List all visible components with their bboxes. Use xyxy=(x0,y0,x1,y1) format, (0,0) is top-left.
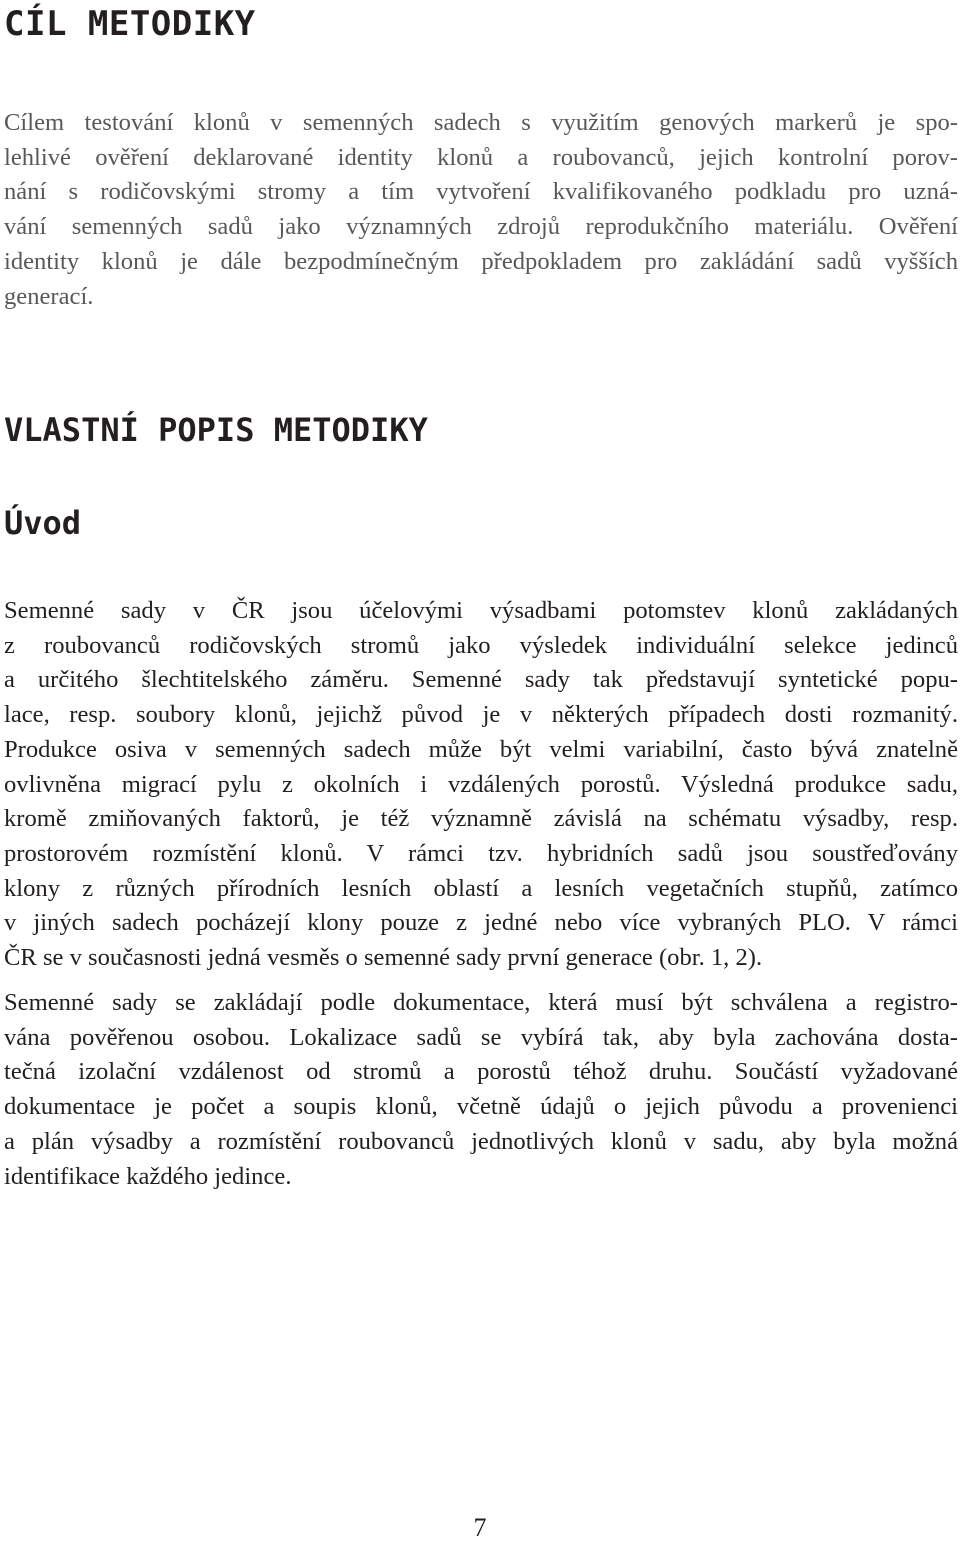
text-line: Semenné sady se zakládají podle dokumentace, která musí být schválena a registro- xyxy=(4,989,958,1016)
text-line: vání semenných sadů jako významných zdrojů reprodukčního materiálu. Ověření xyxy=(4,213,958,241)
text-line: a určitého šlechtitelského záměru. Semenné sady tak představují syntetické popu- xyxy=(4,666,958,694)
text-line: Cílem testování klonů v semenných sadech s využitím genových markerů je spo- xyxy=(4,109,958,136)
subheading-uvod: Úvod xyxy=(4,504,82,542)
text-line: klony z různých přírodních lesních oblastí a lesních vegetačních stupňů, zatímco xyxy=(4,874,958,902)
text-line: lehlivé ověření deklarované identity klonů a roubovanců, jejich kontrolní porov- xyxy=(4,143,958,171)
text-line: Produkce osiva v semenných sadech může být velmi variabilní, často bývá znatelně xyxy=(4,735,958,763)
text-line: nání s rodičovskými stromy a tím vytvoření kvalifikovaného podkladu pro uzná- xyxy=(4,178,958,206)
text-line: vána pověřenou osobou. Lokalizace sadů se vybírá tak, aby byla zachována dosta- xyxy=(4,1023,958,1051)
text-line: v jiných sadech pocházejí klony pouze z jedné nebo více vybraných PLO. V rámci xyxy=(4,909,958,937)
text-line: z roubovanců rodičovských stromů jako výsledek individuální selekce jedinců xyxy=(4,631,958,659)
text-line: ovlivněna migrací pylu z okolních i vzdálených porostů. Výsledná produkce sadu, xyxy=(4,770,958,798)
text-line: identity klonů je dále bezpodmínečným předpokladem pro zakládání sadů vyšších xyxy=(4,247,958,275)
paragraph-uvod-1 xyxy=(4,594,958,976)
text-line: identifikace každého jedince. xyxy=(4,1162,292,1190)
text-line: ČR se v současnosti jedná vesměs o semenné sady první generace (obr. 1, 2). xyxy=(4,944,763,972)
paragraph-uvod-2 xyxy=(4,986,958,1194)
text-line: tečná izolační vzdálenost od stromů a porostů téhož druhu. Součástí vyžadované xyxy=(4,1058,958,1086)
page-number: 7 xyxy=(473,1513,487,1542)
section-heading-cil-metodiky: CÍL METODIKY xyxy=(4,4,256,44)
text-line: Semenné sady v ČR jsou účelovými výsadbami potomstev klonů zakládaných xyxy=(4,597,958,624)
text-line: prostorovém rozmístění klonů. V rámci tzv. hybridních sadů jsou soustřeďovány xyxy=(4,839,958,867)
section-heading-vlastni-popis: VLASTNÍ POPIS METODIKY xyxy=(4,411,428,449)
text-line: lace, resp. soubory klonů, jejichž původ je v některých případech dosti rozmanitý. xyxy=(4,701,958,729)
paragraph-cil-metodiky xyxy=(4,106,958,314)
text-line: a plán výsadby a rozmístění roubovanců jednotlivých klonů v sadu, aby byla možná xyxy=(4,1127,958,1155)
text-line: generací. xyxy=(4,282,94,310)
text-line: dokumentace je počet a soupis klonů, včetně údajů o jejich původu a provenienci xyxy=(4,1093,958,1121)
text-line: kromě zmiňovaných faktorů, je též významně závislá na schématu výsadby, resp. xyxy=(4,805,958,833)
